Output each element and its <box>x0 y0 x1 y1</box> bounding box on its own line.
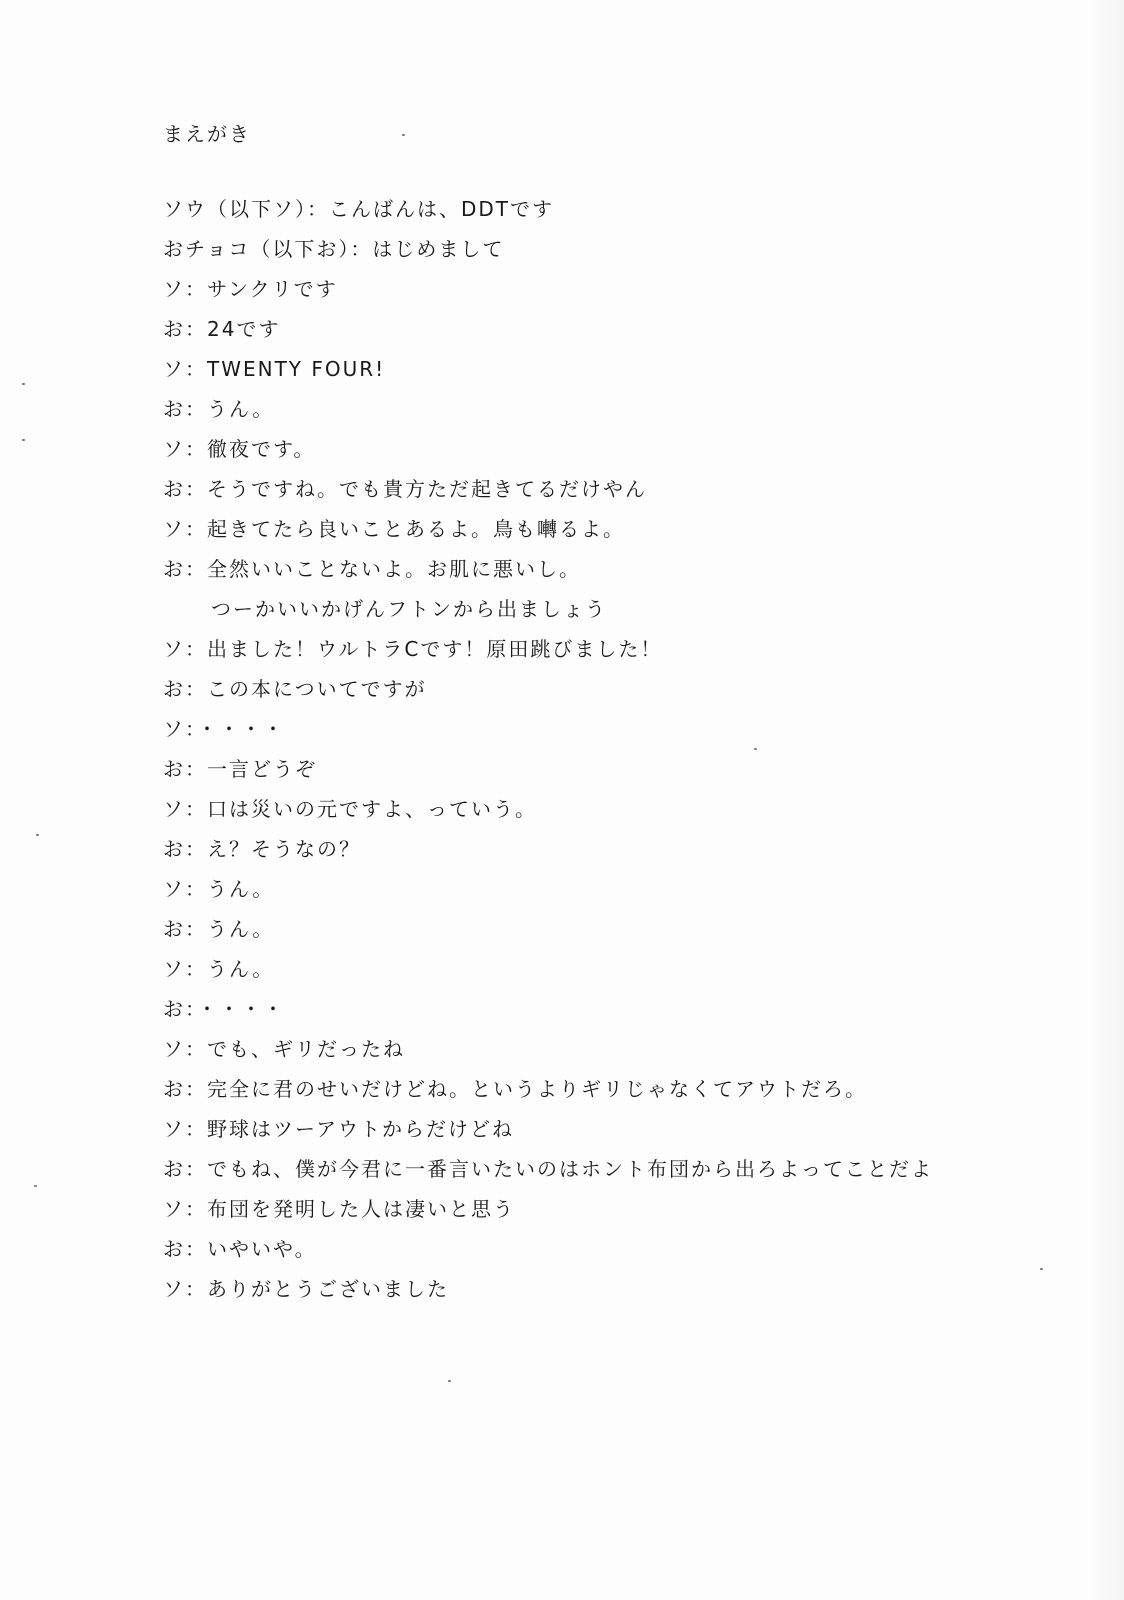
dialogue-line: ソ：TWENTY FOUR! <box>163 357 386 381</box>
dialogue-line: お：この本についてですが <box>163 677 427 701</box>
dialogue-line: お：え？そうなの？ <box>163 837 361 861</box>
scan-speck <box>22 383 25 385</box>
dialogue-line: お：そうですね。でも貴方ただ起きてるだけやん <box>163 477 647 501</box>
dialogue-line: お：いやいや。 <box>163 1237 317 1261</box>
dialogue-line: お：でもね、僕が今君に一番言いたいのはホント布団から出ろよってことだよ <box>163 1157 933 1181</box>
dialogue-line: お：全然いいことないよ。お肌に悪いし。 <box>163 557 581 581</box>
dialogue-line: おチョコ（以下お）：はじめまして <box>163 237 505 261</box>
dialogue-line: ソ：サンクリです <box>163 277 338 301</box>
scan-speck <box>448 1380 451 1382</box>
dialogue-line: ソウ（以下ソ）：こんばんは、DDTです <box>163 197 555 221</box>
dialogue-line: お：・・・・ <box>163 997 285 1021</box>
dialogue-line: お：うん。 <box>163 397 275 421</box>
dialogue-line: お：完全に君のせいだけどね。というよりギリじゃなくてアウトだろ。 <box>163 1077 867 1101</box>
dialogue-line: お：うん。 <box>163 917 275 941</box>
dialogue-line: お：一言どうぞ <box>163 757 317 781</box>
dialogue-line: ソ：徹夜です。 <box>163 437 316 461</box>
dialogue-list <box>163 196 1103 1316</box>
dialogue-line: ソ：起きてたら良いことあるよ。鳥も囀るよ。 <box>163 517 625 541</box>
dialogue-line: ソ：出ました！ウルトラCです！原田跳びました！ <box>163 637 663 661</box>
dialogue-line-continuation: つーかいいかげんフトンから出ましょう <box>211 597 607 621</box>
dialogue-line: ソ：野球はツーアウトからだけどね <box>163 1117 514 1141</box>
scan-speck <box>34 1185 37 1187</box>
page-heading: まえがき <box>163 122 251 146</box>
dialogue-line: お：24です <box>163 317 281 341</box>
dialogue-line: ソ：口は災いの元ですよ、っていう。 <box>163 797 537 821</box>
dialogue-line: ソ：・・・・ <box>163 717 285 741</box>
dialogue-line: ソ：布団を発明した人は凄いと思う <box>163 1197 515 1221</box>
dialogue-line: ソ：うん。 <box>163 957 275 981</box>
dialogue-line: ソ：ありがとうございました <box>163 1277 449 1301</box>
scan-speck <box>402 134 405 136</box>
scan-speck <box>36 834 39 836</box>
dialogue-line: ソ：うん。 <box>163 877 275 901</box>
scan-speck <box>22 439 25 441</box>
dialogue-line: ソ：でも、ギリだったね <box>163 1037 405 1061</box>
